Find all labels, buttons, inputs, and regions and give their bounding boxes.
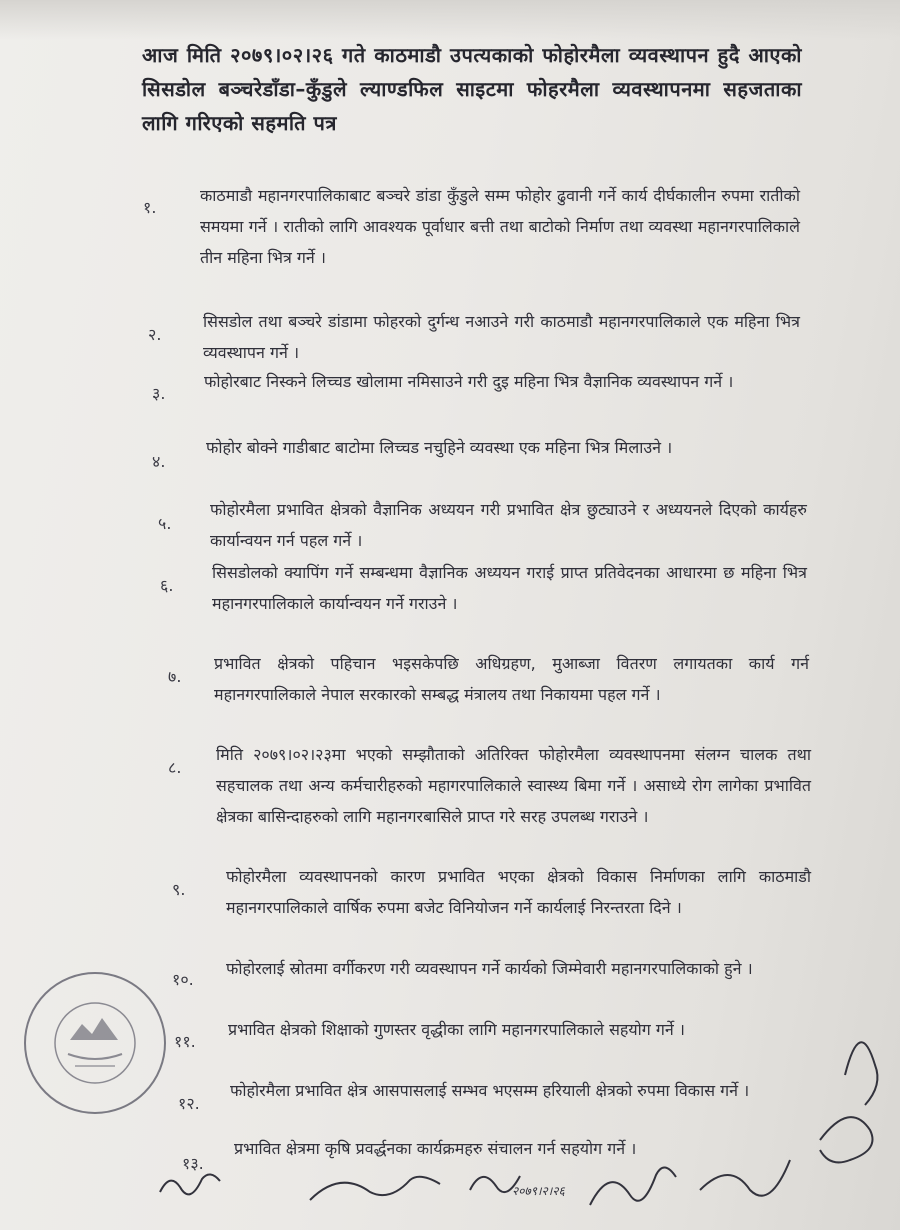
item-number: ४. <box>152 452 166 471</box>
item-text: सिसडोल तथा बञ्चरे डांडामा फोहरको दुर्गन्ध नआउने गरी काठमाडौ महानगरपालिकाले एक महिना भित्र व्यवस्थापन गर्ने । <box>203 312 800 362</box>
item-number: ८. <box>168 758 182 777</box>
item-text: फोहोरलाई स्रोतमा वर्गीकरण गरी व्यवस्थापन गर्ने कार्यको जिम्मेवारी महानगरपालिकाको हुने । <box>226 959 753 978</box>
item-number: १३. <box>182 1154 204 1173</box>
item-text: फोहोरमैला प्रभावित क्षेत्रको वैज्ञानिक अध्ययन गरी प्रभावित क्षेत्र छुट्याउने र अध्ययनले दिएको कार्यहरु कार्यान्वयन गर्न पहल गर्ने । <box>210 500 807 550</box>
document-title: आज मिति २०७९।०२।२६ गते काठमाडौ उपत्यकाको फोहोरमैला व्यवस्थापन हुदै आएको सिसडोल बञ्चरेडाँडा–कुँडुले ल्याण्डफिल साइटमा फोहरमैला व्यवस्थापनमा सहजताका लागि गरिएको सहमति पत्र <box>142 43 802 135</box>
item-number: ३. <box>152 384 166 403</box>
item-text: फोहोरमैला व्यवस्थापनको कारण प्रभावित भएका क्षेत्रको विकास निर्माणका लागि काठमाडौ महानगरपालिकाले वार्षिक रुपमा बजेट विनियोजन गर्ने कार्यलाई निरन्तरता दिने । <box>226 867 811 917</box>
signature-date: २०७९।२।२६ <box>512 1184 565 1198</box>
item-text: काठमाडौ महानगरपालिकाबाट बञ्चरे डांडा कुँडुले सम्म फोहोर ढुवानी गर्ने कार्य दीर्घकालीन रुपमा रातीको समयमा गर्ने । रातीको लागि आवश्यक पूर्वाधार बत्ती तथा बाटोको निर्माण तथा व्यवस्था महानगरपालिकाले तीन महिना भित्र गर्ने । <box>200 186 800 267</box>
item-text: मिति २०७९।०२।२३मा भएको सम्झौताको अतिरिक्त फोहोरमैला व्यवस्थापनमा संलग्न चालक तथा सहचालक तथा अन्य कर्मचारीहरुको महागरपालिकाले स्वास्थ्य बिमा गर्ने । असाध्ये रोग लागेका प्रभावित क्षेत्रका बासिन्दाहरुको लागि महानगरबासिले प्राप्त गरे सरह उपलब्ध गराउने । <box>216 745 811 826</box>
item-number: ९. <box>172 880 186 899</box>
municipality-seal <box>20 968 170 1118</box>
item-number: ६. <box>160 576 174 595</box>
item-text: प्रभावित क्षेत्रको पहिचान भइसकेपछि अधिग्रहण, मुआब्जा वितरण लगायतका कार्य गर्न महानगरपालिकाले नेपाल सरकारको सम्बद्ध मंत्रालय तथा निकायमा पहल गर्ने । <box>214 654 809 704</box>
item-text: सिसडोलको क्यापिंग गर्ने सम्बन्धमा वैज्ञानिक अध्ययन गराई प्राप्त प्रतिवेदनका आधारमा छ महिना भित्र महानगरपालिकाले कार्यान्वयन गर्ने गराउने । <box>212 563 807 613</box>
item-text: प्रभावित क्षेत्रको शिक्षाको गुणस्तर वृद्धीका लागि महानगरपालिकाले सहयोग गर्ने । <box>228 1020 685 1039</box>
item-number: १०. <box>172 970 194 989</box>
item-text: फोहोरमैला प्रभावित क्षेत्र आसपासलाई सम्भव भएसम्म हरियाली क्षेत्रको रुपमा विकास गर्ने । <box>230 1081 750 1100</box>
item-number: २. <box>148 325 162 344</box>
item-text: फोहोर बोक्ने गाडीबाट बाटोमा लिच्चड नचुहिने व्यवस्था एक महिना भित्र मिलाउने । <box>206 438 673 457</box>
item-text: फोहोरबाट निस्कने लिच्चड खोलामा नमिसाउने गरी दुइ महिना भित्र वैज्ञानिक व्यवस्थापन गर्ने । <box>204 372 734 391</box>
item-number: ७. <box>168 667 182 686</box>
item-number: १. <box>143 198 157 217</box>
item-text: प्रभावित क्षेत्रमा कृषि प्रवर्द्धनका कार्यक्रमहरु संचालन गर्न सहयोग गर्ने । <box>234 1139 637 1158</box>
item-number: ५. <box>158 514 172 533</box>
page-shadow <box>0 0 900 40</box>
item-number: ११. <box>174 1032 196 1051</box>
item-number: १२. <box>178 1094 200 1113</box>
